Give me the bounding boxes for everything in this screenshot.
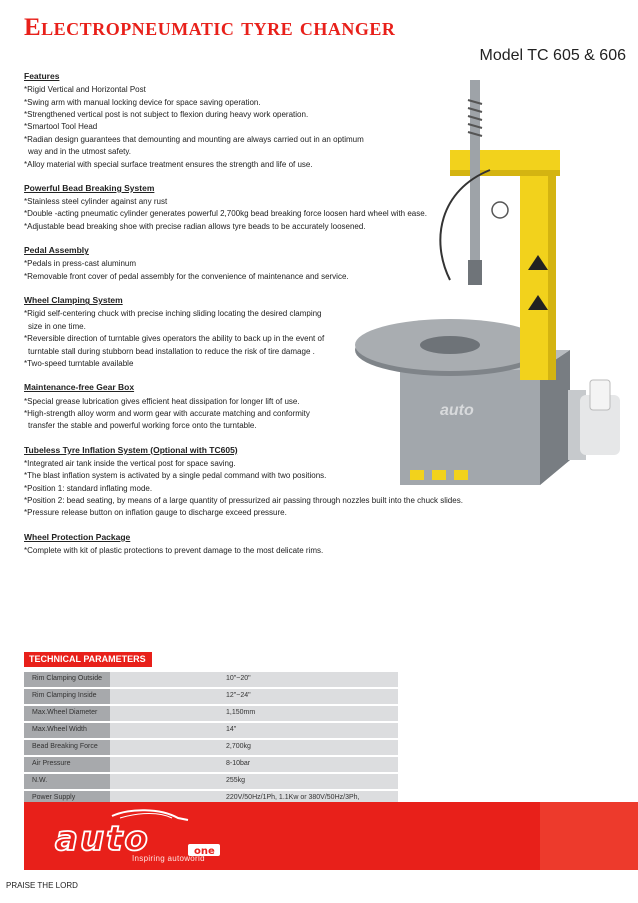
section-heading: Wheel Clamping System (24, 295, 123, 306)
section-item: *Adjustable bead breaking shoe with precise radian allows tyre beads to be accurately loosened. (24, 221, 366, 231)
section-item: way and in the utmost safety. (28, 147, 132, 157)
section-item: *Two-speed turntable available (24, 358, 134, 368)
section-item: *Special grease lubrication gives efficient heat dissipation for longer lift of use. (24, 396, 300, 406)
section-heading: Pedal Assembly (24, 245, 89, 256)
svg-text:auto: auto (440, 402, 474, 419)
tech-key: Rim Clamping Outside (24, 672, 110, 687)
section-heading: Features (24, 71, 60, 81)
section-heading: Maintenance-free Gear Box (24, 382, 135, 393)
tech-gap (110, 774, 118, 789)
section-item: *Radian design guarantees that demounting and mounting are always carried out in an optimum (24, 134, 364, 144)
tech-key: N.W. (24, 774, 110, 789)
section-item: *Swing arm with manual locking device for space saving operation. (24, 97, 261, 107)
logo-text: auto (55, 819, 150, 859)
tech-key: Max.Wheel Diameter (24, 706, 110, 721)
tech-key: Rim Clamping Inside (24, 689, 110, 704)
tech-row (24, 740, 398, 755)
section-heading: Tubeless Tyre Inflation System (Optional with TC605) (24, 444, 238, 455)
tagline: Inspiring autoworld (132, 854, 205, 863)
section-item: *Position 2: bead seating, by means of a large quantity of pressurized air passing through nozzles built into the chuck slides. (24, 496, 463, 506)
section-heading: Powerful Bead Breaking System (24, 182, 155, 193)
tech-gap (110, 757, 118, 772)
section-item: *The blast inflation system is activated by a single pedal command with two positions. (24, 471, 327, 481)
section-item: *Integrated air tank inside the vertical post for space saving. (24, 458, 236, 468)
section-item: *Complete with kit of plastic protections to prevent damage to the most delicate rims. (24, 545, 324, 555)
tech-key: Air Pressure (24, 757, 110, 772)
section-item: *Position 1: standard inflating mode. (24, 483, 153, 493)
section-item: *High-strength alloy worm and worm gear with accurate matching and conformity (24, 408, 310, 418)
tech-row (24, 706, 398, 721)
tech-row (24, 723, 398, 738)
tech-gap (110, 672, 118, 687)
tech-gap (110, 689, 118, 704)
tech-value: 2,700kg (118, 740, 398, 755)
tech-value: 12"~24" (118, 689, 398, 704)
tech-value: 220V/50Hz/1Ph, 1.1Kw or 380V/50Hz/3Ph, (118, 791, 398, 806)
section-item: *Rigid Vertical and Horizontal Post (24, 85, 146, 95)
section-item: *Alloy material with special surface treatment ensures the strength and life of use. (24, 159, 313, 169)
tech-value: 8-10bar (118, 757, 398, 772)
tech-gap (110, 706, 118, 721)
tech-gap (110, 740, 118, 755)
tech-value: 1,150mm (118, 706, 398, 721)
tech-parameters-table (24, 672, 398, 808)
section-item: *Reversible direction of turntable gives operators the ability to back up in the event of (24, 334, 325, 344)
tech-row (24, 689, 398, 704)
section-item: *Pedals in press-cast aluminum (24, 259, 137, 269)
section-item: *Smartool Tool Head (24, 122, 98, 132)
section-item: *Stainless steel cylinder against any rust (24, 197, 168, 207)
tech-value: 14" (118, 723, 398, 738)
section-item: *Rigid self-centering chuck with precise inching sliding locating the desired clamping (24, 309, 322, 319)
footer-band-accent (540, 802, 638, 870)
section-item: size in one time. (28, 321, 86, 331)
section (24, 531, 464, 558)
tyre-changer-illustration (340, 60, 638, 490)
tech-key: Max.Wheel Width (24, 723, 110, 738)
tech-gap (110, 723, 118, 738)
section-heading: Wheel Protection Package (24, 531, 131, 542)
logo-sub-text: one (194, 846, 215, 857)
section-item: *Strengthened vertical post is not subject to flexion during heavy work operation. (24, 109, 309, 119)
tech-value: 10"~20" (118, 672, 398, 687)
tech-key: Bead Breaking Force (24, 740, 110, 755)
tech-row (24, 672, 398, 687)
section-item: *Pressure release button on inflation gauge to discharge exceed pressure. (24, 508, 287, 518)
section-item: *Removable front cover of pedal assembly for the convenience of maintenance and service. (24, 271, 349, 281)
section-item: turntable stall during stubborn bead installation to reduce the risk of tire damage . (28, 346, 315, 356)
tech-value: 255kg (118, 774, 398, 789)
section-item: *Double -acting pneumatic cylinder generates powerful 2,700kg bead breaking force loosen hard wheel with ease. (24, 209, 427, 219)
tech-parameters-header: TECHNICAL PARAMETERS (24, 652, 152, 667)
praise-text: PRAISE THE LORD (6, 881, 78, 890)
tech-key: Power Supply (24, 791, 110, 806)
model-label: Model TC 605 & 606 (479, 47, 626, 64)
tech-row (24, 774, 398, 789)
tech-row (24, 757, 398, 772)
section-item: transfer the stable and powerful working force onto the turntable. (28, 421, 257, 431)
page-title: Electropneumatic tyre changer (24, 14, 396, 41)
